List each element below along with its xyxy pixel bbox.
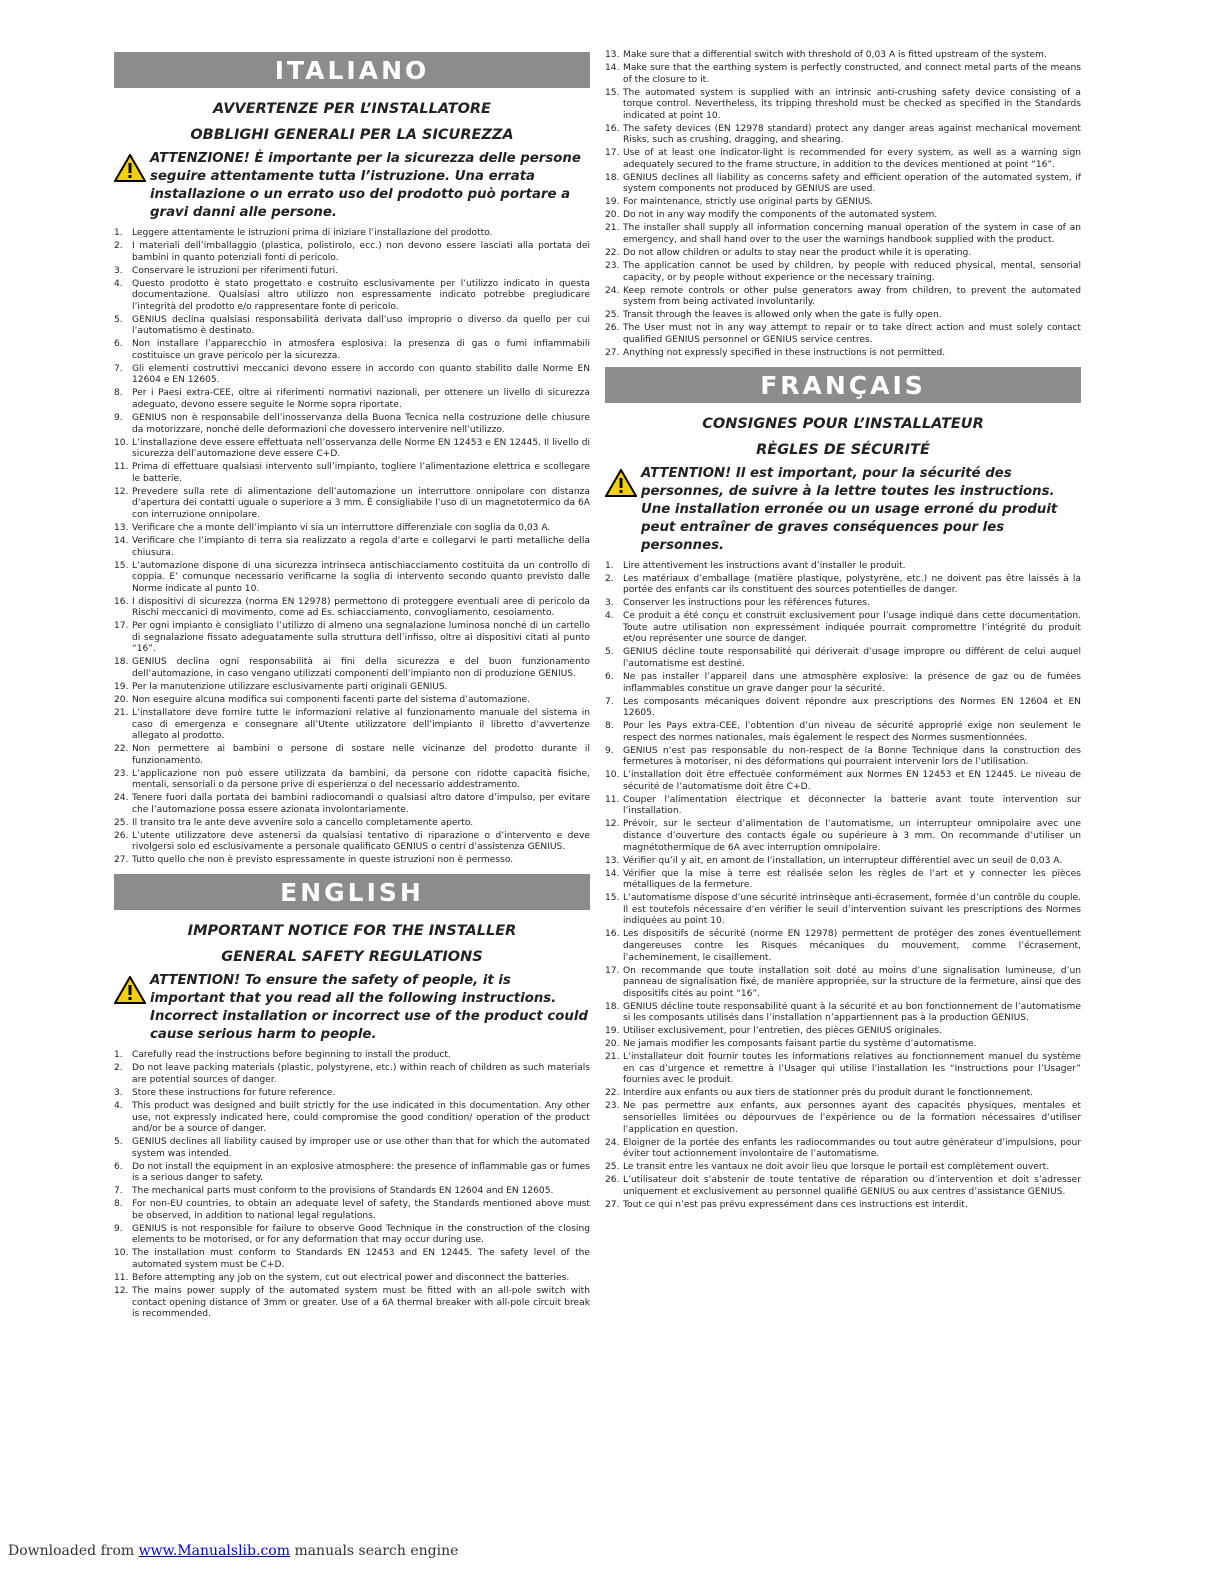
list-item-number: 18. bbox=[114, 657, 129, 668]
list-item-text: For maintenance, strictly use original parts by GENIUS. bbox=[623, 197, 874, 208]
list-item-number: 24. bbox=[114, 793, 129, 804]
list-item bbox=[605, 63, 1081, 86]
list-item-text: GENIUS décline toute responsabilité quant à la sécurité et au bon fonctionnement de l’automatisme si les composants utilisés dans l’installation n’appartiennent pas à la production GENIUS. bbox=[623, 1001, 1081, 1024]
list-item-number: 3. bbox=[605, 598, 614, 609]
list-item bbox=[114, 818, 590, 830]
list-item-number: 2. bbox=[605, 573, 614, 584]
list-item-text: Il transito tra le ante deve avvenire solo a cancello completamente aperto. bbox=[132, 817, 474, 828]
english-title: ENGLISH bbox=[114, 874, 590, 910]
list-item bbox=[605, 310, 1081, 322]
list-item-text: Ce produit a été conçu et construit exclusivement pour l’usage indiqué dans cette documentation. Toute autre utilisation non expressément indiquée pourrait compromettre l’intégrité du produit et/ou représenter une source de danger. bbox=[623, 611, 1081, 645]
list-item-text: I materiali dell’imballaggio (plastica, polistirolo, ecc.) non devono essere lasciati alla portata dei bambini in quanto potenziali fonti di pericolo. bbox=[132, 240, 590, 263]
list-item-number: 8. bbox=[114, 388, 123, 399]
list-item bbox=[605, 88, 1081, 123]
list-item-number: 4. bbox=[114, 1100, 123, 1111]
list-item-text: Use of at least one indicator-light is recommended for every system, as well as a warning sign adequately secured to the frame structure, in addition to the devices mentioned at point “16”. bbox=[623, 148, 1081, 170]
right-column bbox=[605, 50, 1081, 1213]
list-item-number: 6. bbox=[114, 1161, 123, 1172]
list-item bbox=[114, 1224, 590, 1247]
list-item-number: 27. bbox=[114, 855, 129, 866]
list-item-number: 21. bbox=[605, 1052, 620, 1063]
francais-warning-text: ATTENTION! Il est important, pour la sécurité des personnes, de suivre à la lettre toutes les instructions. Une installation erronée ou un usage erroné du produit peut entraîner de graves conséquences pour les personnes. bbox=[641, 465, 1058, 553]
list-item-text: Gli elementi costruttivi meccanici devono essere in accordo con quanto stabilito dalle Norme EN 12604 e EN 12605. bbox=[132, 363, 590, 386]
left-column bbox=[114, 52, 590, 1322]
list-item-text: Transit through the leaves is allowed only when the gate is fully open. bbox=[623, 310, 942, 321]
list-item-text: Do not leave packing materials (plastic, polystyrene, etc.) within reach of children as such materials are potential sources of danger. bbox=[132, 1063, 590, 1085]
english-warning-text: ATTENTION! To ensure the safety of people, it is important that you read all the following instructions. Incorrect installation or incorrect use of the product could cause serious harm to people. bbox=[150, 973, 588, 1043]
list-item-number: 16. bbox=[114, 596, 129, 607]
list-item-number: 24. bbox=[605, 1137, 620, 1148]
list-item-text: Do not in any way modify the components of the automated system. bbox=[623, 210, 938, 221]
list-item-text: Per i Paesi extra-CEE, oltre ai riferimenti normativi nazionali, per ottenere un livello di sicurezza adeguato, devono essere seguite le Norme sopra riportate. bbox=[132, 388, 590, 411]
list-item bbox=[605, 1162, 1081, 1174]
list-item bbox=[114, 682, 590, 694]
list-item-text: Non permettere ai bambini o persone di sostare nelle vicinanze del prodotto durante il funzionamento. bbox=[132, 744, 590, 766]
list-item-text: Non eseguire alcuna modifica sui componenti facenti parte del sistema d’automazione. bbox=[132, 694, 531, 705]
list-item bbox=[114, 523, 590, 535]
list-item bbox=[114, 1137, 590, 1160]
list-item-text: Before attempting any job on the system, cut out electrical power and disconnect the batteries. bbox=[132, 1273, 570, 1284]
list-item-number: 25. bbox=[605, 1162, 620, 1173]
francais-subtitle-1: CONSIGNES POUR L’INSTALLATEUR bbox=[702, 415, 984, 432]
list-item-number: 13. bbox=[114, 522, 129, 533]
list-item bbox=[605, 1200, 1081, 1212]
list-item bbox=[114, 1162, 590, 1185]
list-item bbox=[605, 197, 1081, 209]
list-item-number: 15. bbox=[605, 893, 620, 904]
list-item bbox=[605, 611, 1081, 646]
list-item-text: GENIUS declines all liability as concerns safety and efficient operation of the automated system, if system components not produced by GENIUS are used. bbox=[623, 172, 1081, 195]
list-item bbox=[114, 241, 590, 264]
list-item-number: 11. bbox=[114, 1273, 129, 1284]
list-item bbox=[605, 574, 1081, 597]
list-item bbox=[114, 339, 590, 362]
list-item-number: 1. bbox=[114, 228, 123, 238]
list-item-number: 18. bbox=[605, 1001, 620, 1012]
list-item bbox=[605, 856, 1081, 868]
list-item-number: 3. bbox=[114, 1087, 123, 1098]
list-item-text: GENIUS non è responsabile dell’inosservanza della Buona Tecnica nella costruzione delle chiusure da motorizzare, nonché delle deformazioni che dovessero intervenire nell’utilizzo. bbox=[132, 413, 590, 435]
list-item-text: The application cannot be used by children, by people with reduced physical, mental, sensorial capacity, or by people without experience or the necessary training. bbox=[623, 261, 1081, 283]
list-item-text: Tenere fuori dalla portata dei bambini radiocomandi o qualsiasi altro datore d’impulso, per evitare che l’automazione possa essere azionata involontariamente. bbox=[132, 793, 590, 815]
list-item bbox=[114, 1248, 590, 1271]
list-item-number: 2. bbox=[114, 1063, 123, 1074]
list-item-text: Anything not expressly specified in these instructions is not permitted. bbox=[623, 347, 946, 358]
list-item bbox=[605, 1101, 1081, 1136]
list-item-text: Make sure that a differential switch with threshold of 0,03 A is fitted upstream of the system. bbox=[623, 50, 1047, 60]
list-item-text: L’installazione deve essere effettuata nell’osservanza delle Norme EN 12453 e EN 12445. Il livello di sicurezza dell’automazione deve essere C+D. bbox=[132, 437, 590, 460]
list-item-number: 12. bbox=[114, 486, 129, 497]
list-item bbox=[114, 1101, 590, 1136]
list-item-text: L’applicazione non può essere utilizzata da bambini, da persone con ridotte capacità fisiche, mentali, sensoriali o da persone prive di esperienza o del necessario addestramento. bbox=[132, 768, 590, 791]
list-item bbox=[114, 388, 590, 411]
list-item-text: L’installatore deve fornire tutte le informazioni relative al funzionamento manuale del sistema in caso di emergenza e consegnare all’Utente utilizzatore dell’impianto il libretto d’avvertenze allegato al prodotto. bbox=[132, 707, 590, 742]
list-item-number: 25. bbox=[114, 817, 129, 828]
list-item-text: GENIUS declina qualsiasi responsabilità derivata dall’uso improprio o diverso da quello per cui l’automatismo è destinato. bbox=[132, 314, 590, 337]
list-item-text: Vérifier qu’il y ait, en amont de l’installation, un interrupteur différentiel avec un seuil de 0,03 A. bbox=[623, 855, 1063, 866]
list-item-number: 5. bbox=[114, 314, 123, 325]
list-item bbox=[114, 1088, 590, 1100]
list-item bbox=[605, 50, 1081, 62]
list-item bbox=[114, 657, 590, 680]
list-item-number: 22. bbox=[605, 248, 620, 259]
english-list-part1 bbox=[114, 1050, 590, 1320]
list-item bbox=[605, 1039, 1081, 1051]
list-item-text: Les matériaux d’emballage (matière plastique, polystyrène, etc.) ne doivent pas être laissés à la portée des enfants car ils constituent des sources potentielles de danger. bbox=[623, 573, 1081, 596]
list-item-text: GENIUS declines all liability caused by improper use or use other than that for which the automated system was intended. bbox=[132, 1137, 590, 1159]
warning-icon bbox=[114, 972, 150, 1044]
list-item bbox=[114, 462, 590, 485]
list-item-number: 7. bbox=[114, 1186, 123, 1197]
list-item-text: Keep remote controls or other pulse generators away from children, to prevent the automated system from being activated involuntarily. bbox=[623, 285, 1081, 308]
list-item-number: 20. bbox=[605, 210, 620, 221]
list-item-number: 27. bbox=[605, 1199, 620, 1210]
list-item bbox=[114, 561, 590, 596]
list-item-number: 19. bbox=[114, 682, 129, 692]
list-item-text: Eloigner de la portée des enfants les radiocommandes ou tout autre générateur d’impulsions, pour éviter tout actionnement involontaire de l’automatisme. bbox=[623, 1137, 1081, 1160]
list-item bbox=[114, 695, 590, 707]
italiano-title: ITALIANO bbox=[114, 52, 590, 88]
francais-list bbox=[605, 561, 1081, 1212]
list-item-number: 20. bbox=[605, 1039, 620, 1050]
list-item-number: 10. bbox=[114, 437, 129, 448]
francais-warning bbox=[605, 465, 1081, 555]
list-item-number: 4. bbox=[114, 278, 123, 289]
list-item-text: Conservare le istruzioni per riferimenti futuri. bbox=[132, 265, 339, 276]
list-item-number: 9. bbox=[605, 745, 614, 756]
list-item bbox=[605, 124, 1081, 147]
list-item-number: 14. bbox=[114, 535, 129, 546]
list-item bbox=[114, 1063, 590, 1086]
list-item-number: 4. bbox=[605, 611, 614, 622]
list-item bbox=[114, 831, 590, 854]
list-item-text: Leggere attentamente le istruzioni prima di iniziare l’installazione del prodotto. bbox=[132, 228, 493, 238]
list-item-text: Verificare che l’impianto di terra sia realizzato a regola d’arte e collegarvi le parti metalliche della chiusura. bbox=[132, 535, 590, 558]
list-item-text: Questo prodotto è stato progettato e costruito esclusivamente per l’utilizzo indicato in questa documentazione. Qualsiasi altro utilizzo non espressamente indicato potrebbe pregiudicare l’integrità del prodotto e/o rappresentare fonte di pericolo. bbox=[132, 278, 590, 312]
list-item-number: 25. bbox=[605, 310, 620, 321]
list-item-number: 17. bbox=[605, 965, 620, 976]
list-item-text: On recommande que toute installation soit doté au moins d’une signalisation lumineuse, d’un panneau de signalisation fixé, de manière appropriée, sur la structure de la fermeture, ainsi que des dispositifs cités au point “16”. bbox=[623, 965, 1081, 999]
list-item-text: GENIUS is not responsible for failure to observe Good Technique in the construction of the closing elements to be motorised, or for any deformation that may occur during use. bbox=[132, 1223, 590, 1246]
list-item-text: Lire attentivement les instructions avant d’installer le produit. bbox=[623, 560, 906, 571]
list-item bbox=[605, 721, 1081, 744]
list-item-number: 13. bbox=[605, 855, 620, 866]
list-item bbox=[114, 487, 590, 522]
list-item-text: Ne jamais modifier les composants faisant partie du système d’automatisme. bbox=[623, 1039, 977, 1050]
italiano-subtitle-1: AVVERTENZE PER L’INSTALLATORE bbox=[213, 101, 491, 117]
list-item-text: The installer shall supply all information concerning manual operation of the system in case of an emergency, and shall hand over to the user the warnings handbook supplied with the product. bbox=[623, 223, 1081, 246]
list-item-text: For non-EU countries, to obtain an adequate level of safety, the Standards mentioned above must be observed, in addition to national legal regulations. bbox=[132, 1199, 590, 1221]
list-item-text: Ne pas permettre aux enfants, aux personnes ayant des capacités physiques, mentales et sensorielles limitées ou dépourvues de l’expérience ou de la formation nécessaires d’utiliser l’application en question. bbox=[623, 1101, 1081, 1135]
footer bbox=[8, 1543, 458, 1559]
list-item bbox=[114, 315, 590, 338]
list-item bbox=[605, 210, 1081, 222]
english-subtitle-2: GENERAL SAFETY REGULATIONS bbox=[221, 949, 483, 966]
list-item-text: L’utente utilizzatore deve astenersi da qualsiasi tentativo di riparazione o d’intervento e deve rivolgersi solo ed esclusivamente a personale qualificato GENIUS o centri d’assistenza GENIUS. bbox=[132, 830, 590, 853]
list-item-number: 2. bbox=[114, 240, 123, 251]
list-item-number: 11. bbox=[605, 794, 620, 805]
list-item bbox=[605, 893, 1081, 928]
warning-icon bbox=[114, 150, 150, 222]
list-item-number: 8. bbox=[114, 1199, 123, 1210]
list-item bbox=[605, 598, 1081, 610]
list-item-text: Les composants mécaniques doivent répondre aux prescriptions des Normes EN 12604 et EN 12605. bbox=[623, 696, 1081, 719]
english-list-part2 bbox=[605, 50, 1081, 359]
italiano-list bbox=[114, 228, 590, 867]
list-item-number: 5. bbox=[605, 647, 614, 658]
list-item-number: 7. bbox=[605, 696, 614, 707]
list-item-number: 19. bbox=[605, 1026, 620, 1037]
list-item-text: I dispositivi di sicurezza (norma EN 12978) permettono di proteggere eventuali aree di pericolo da Rischi meccanici di movimento, come ad Es. schiacciamento, convogliamento, cesoiamento. bbox=[132, 596, 590, 619]
list-item bbox=[605, 1175, 1081, 1198]
list-item bbox=[114, 1199, 590, 1222]
list-item bbox=[605, 672, 1081, 695]
list-item bbox=[114, 364, 590, 387]
italiano-subtitle-2: OBBLIGHI GENERALI PER LA SICUREZZA bbox=[190, 127, 514, 143]
list-item bbox=[114, 597, 590, 620]
list-item-number: 14. bbox=[605, 62, 620, 73]
list-item-text: Store these instructions for future reference. bbox=[132, 1087, 336, 1098]
list-item bbox=[114, 744, 590, 767]
warning-icon bbox=[605, 465, 641, 555]
list-item-number: 3. bbox=[114, 265, 123, 276]
list-item bbox=[114, 438, 590, 461]
list-item-number: 26. bbox=[114, 830, 129, 841]
list-item-text: Per la manutenzione utilizzare esclusivamente parti originali GENIUS. bbox=[132, 682, 448, 692]
list-item bbox=[605, 348, 1081, 360]
list-item bbox=[605, 1088, 1081, 1100]
list-item bbox=[605, 248, 1081, 260]
list-item-number: 5. bbox=[114, 1137, 123, 1148]
list-item-number: 24. bbox=[605, 285, 620, 296]
list-item bbox=[605, 561, 1081, 573]
list-item-number: 8. bbox=[605, 721, 614, 732]
footer-prefix: Downloaded from bbox=[8, 1543, 135, 1559]
list-item-number: 13. bbox=[605, 50, 620, 60]
list-item-text: L’automazione dispone di una sicurezza intrinseca antischiacciamento costituita da un controllo di coppia. E’ comunque necessario verificarne la soglia di intervento secondo quanto previsto dalle Norme indicate al punto 10. bbox=[132, 560, 590, 594]
list-item-text: Per ogni impianto è consigliato l’utilizzo di almeno una segnalazione luminosa nonché di un cartello di segnalazione fissato adeguatamente sulla struttura dell’infisso, oltre ai dispositivi citati al punto “16”. bbox=[132, 621, 590, 655]
list-item-text: L’automatisme dispose d’une sécurité intrinsèque anti-écrasement, formée d’un contrôle du couple. Il est toutefois nécessaire d’en vérifier le seuil d’intervention suivant les prescriptions des Normes indiquées au point 10. bbox=[623, 893, 1081, 927]
list-item bbox=[605, 746, 1081, 769]
list-item-text: Do not install the equipment in an explosive atmosphere: the presence of inflammable gas or fumes is a serious danger to safety. bbox=[132, 1161, 590, 1184]
list-item-number: 14. bbox=[605, 868, 620, 879]
list-item-text: Pour les Pays extra-CEE, l’obtention d’un niveau de sécurité approprié exige non seulement le respect des normes nationales, mais également le respect des Normes susmentionnées. bbox=[623, 721, 1081, 743]
list-item-text: Vérifier que la mise à terre est réalisée selon les règles de l’art et y connecter les pièces métalliques de la fermeture. bbox=[623, 868, 1081, 891]
list-item-text: Les dispositifs de sécurité (norme EN 12978) permettent de protéger des zones éventuellement dangereuses contre les Risques mécaniques du mouvement, comme l’écrasement, l’acheminement, le cisaillement. bbox=[623, 929, 1081, 963]
list-item-number: 6. bbox=[114, 339, 123, 350]
list-item bbox=[605, 1002, 1081, 1025]
list-item bbox=[605, 819, 1081, 854]
list-item-text: Couper l’alimentation électrique et déconnecter la batterie avant toute intervention sur l’installation. bbox=[623, 794, 1081, 817]
list-item-text: L’installateur doit fournir toutes les informations relatives au fonctionnement manuel du système en cas d’urgence et remettre à l’Usager qui utilise l’installation les “Instructions pour l’Usager” fournies avec le produit. bbox=[623, 1052, 1081, 1086]
list-item-text: L’installation doit être effectuée conformément aux Normes EN 12453 et EN 12445. Le niveau de sécurité de l’automatisme doit être C+D. bbox=[623, 770, 1081, 792]
list-item bbox=[114, 413, 590, 436]
list-item bbox=[114, 621, 590, 656]
list-item-number: 26. bbox=[605, 323, 620, 334]
list-item-text: L’utilisateur doit s’abstenir de toute tentative de réparation ou d’intervention et doit s’adresser uniquement et exclusivement au personnel qualifié GENIUS ou aux centres d’assistance GENIUS. bbox=[623, 1175, 1081, 1197]
list-item bbox=[605, 1052, 1081, 1087]
list-item-text: Ne pas installer l’appareil dans une atmosphère explosive: la présence de gaz ou de fumées inflammables constitue un grave danger pour la sécurité. bbox=[623, 672, 1081, 694]
list-item-text: The installation must conform to Standards EN 12453 and EN 12445. The safety level of the automated system must be C+D. bbox=[132, 1248, 590, 1271]
list-item-number: 16. bbox=[605, 929, 620, 940]
italiano-warning-text: ATTENZIONE! È importante per la sicurezza delle persone seguire attentamente tutta l’istruzione. Una errata installazione o un errato uso del prodotto può portare a gravi danni alle persone. bbox=[150, 151, 581, 220]
list-item-text: Prevedere sulla rete di alimentazione dell’automazione un interruttore onnipolare con distanza d’apertura dei contatti uguale o superiore a 3 mm. È consigliabile l’uso di un magnetotermico da 6A con interruzione onnipolare. bbox=[132, 486, 590, 520]
list-item-text: Prima di effettuare qualsiasi intervento sull’impianto, togliere l’alimentazione elettrica e scollegare le batterie. bbox=[132, 462, 590, 484]
list-item bbox=[114, 1050, 590, 1062]
list-item bbox=[605, 1026, 1081, 1038]
list-item-number: 16. bbox=[605, 123, 620, 134]
list-item bbox=[605, 697, 1081, 720]
list-item bbox=[605, 929, 1081, 964]
list-item-text: GENIUS n’est pas responsable du non-respect de la Bonne Technique dans la construction des fermetures à motoriser, ni des déformations qui pourraient intervenir lors de l’utilisation. bbox=[623, 745, 1081, 768]
list-item-number: 17. bbox=[605, 148, 620, 159]
list-item-text: Verificare che a monte dell’impianto vi sia un interruttore differenziale con soglia da 0,03 A. bbox=[132, 522, 551, 533]
list-item-text: Tutto quello che non è previsto espressamente in queste istruzioni non è permesso. bbox=[132, 855, 514, 866]
list-item-number: 15. bbox=[605, 87, 620, 98]
list-item-number: 11. bbox=[114, 462, 129, 473]
list-item-text: Carefully read the instructions before beginning to install the product. bbox=[132, 1050, 451, 1061]
list-item bbox=[605, 647, 1081, 670]
list-item-number: 23. bbox=[605, 1101, 620, 1112]
list-item-number: 22. bbox=[114, 744, 129, 755]
list-item-text: Utiliser exclusivement, pour l’entretien, des pièces GENIUS originales. bbox=[623, 1026, 942, 1037]
list-item-text: Tout ce qui n’est pas prévu expressément dans ces instructions est interdit. bbox=[623, 1199, 968, 1210]
list-item-number: 6. bbox=[605, 672, 614, 682]
list-item-number: 7. bbox=[114, 363, 123, 374]
list-item-text: The mechanical parts must conform to the provisions of Standards EN 12604 and EN 12605. bbox=[132, 1186, 554, 1197]
list-item-text: This product was designed and built strictly for the use indicated in this documentation. Any other use, not expressly indicated here, could compromise the good condition/ operation of the product and/or be a source of danger. bbox=[132, 1100, 590, 1135]
list-item bbox=[114, 266, 590, 278]
list-item-number: 26. bbox=[605, 1175, 620, 1186]
list-item-number: 23. bbox=[605, 261, 620, 271]
list-item bbox=[114, 769, 590, 792]
italiano-warning bbox=[114, 150, 590, 222]
list-item bbox=[114, 279, 590, 314]
list-item-number: 19. bbox=[605, 197, 620, 208]
francais-subtitle-2: RÈGLES DE SÉCURITÉ bbox=[756, 441, 930, 458]
list-item-number: 9. bbox=[114, 1223, 123, 1234]
list-item-number: 12. bbox=[605, 819, 620, 830]
list-item-text: The User must not in any way attempt to repair or to take direct action and must solely contact qualified GENIUS personnel or GENIUS service centres. bbox=[623, 323, 1081, 345]
list-item-number: 18. bbox=[605, 172, 620, 183]
list-item-text: The safety devices (EN 12978 standard) protect any danger areas against mechanical movement Risks, such as crushing, dragging, and shearing. bbox=[623, 123, 1081, 146]
list-item bbox=[114, 793, 590, 816]
list-item bbox=[114, 855, 590, 867]
list-item-number: 15. bbox=[114, 560, 129, 571]
list-item-text: Le transit entre les vantaux ne doit avoir lieu que lorsque le portail est complètement ouvert. bbox=[623, 1162, 1050, 1173]
list-item-text: Conserver les instructions pour les références futures. bbox=[623, 598, 870, 609]
list-item-text: Prévoir, sur le secteur d’alimentation de l’automatisme, un interrupteur omnipolaire avec une distance d’ouverture des contacts égale ou supérieure à 3 mm. On recommande d’utiliser un magnétothermique de 6A avec interruption omnipolaire. bbox=[623, 819, 1081, 853]
list-item-number: 9. bbox=[114, 413, 123, 424]
list-item bbox=[605, 1138, 1081, 1161]
list-item-number: 21. bbox=[114, 707, 129, 718]
list-item bbox=[605, 286, 1081, 309]
list-item-number: 17. bbox=[114, 621, 129, 632]
list-item-text: GENIUS declina ogni responsabilità ai fini della sicurezza e del buon funzionamento dell’automazione, in caso vengano utilizzati componenti dell’impianto non di produzione GENIUS. bbox=[132, 657, 590, 680]
list-item bbox=[605, 173, 1081, 196]
manualslib-link[interactable]: www.Manualslib.com bbox=[138, 1543, 290, 1559]
list-item bbox=[114, 1186, 590, 1198]
list-item bbox=[114, 708, 590, 743]
list-item bbox=[114, 1286, 590, 1321]
francais-title: FRANÇAIS bbox=[605, 367, 1081, 403]
list-item-number: 23. bbox=[114, 768, 129, 779]
list-item bbox=[605, 795, 1081, 818]
list-item-text: The mains power supply of the automated system must be fitted with an all-pole switch with contact opening distance of 3mm or greater. Use of a 6A thermal breaker with all-pole circuit break is recommended. bbox=[132, 1286, 590, 1320]
list-item bbox=[605, 966, 1081, 1001]
list-item bbox=[605, 869, 1081, 892]
list-item-text: Interdire aux enfants ou aux tiers de stationner près du produit durant le fonctionnement. bbox=[623, 1088, 1034, 1099]
list-item-number: 1. bbox=[605, 560, 614, 571]
list-item-number: 10. bbox=[605, 770, 620, 781]
list-item-number: 22. bbox=[605, 1088, 620, 1099]
list-item-number: 20. bbox=[114, 694, 129, 705]
list-item-text: GENIUS décline toute responsabilité qui dériverait d’usage impropre ou différent de celui auquel l’automatisme est destiné. bbox=[623, 647, 1081, 670]
list-item-number: 27. bbox=[605, 347, 620, 358]
english-warning bbox=[114, 972, 590, 1044]
list-item-text: Do not allow children or adults to stay near the product while it is operating. bbox=[623, 248, 972, 259]
list-item bbox=[114, 1273, 590, 1285]
footer-suffix: manuals search engine bbox=[294, 1543, 459, 1559]
list-item bbox=[605, 148, 1081, 171]
list-item bbox=[605, 223, 1081, 246]
list-item-number: 12. bbox=[114, 1286, 129, 1296]
list-item-text: Make sure that the earthing system is perfectly constructed, and connect metal parts of the means of the closure to it. bbox=[623, 62, 1081, 85]
list-item bbox=[114, 536, 590, 559]
list-item-text: The automated system is supplied with an intrinsic anti-crushing safety device consisting of a torque control. Nevertheless, its tripping threshold must be checked as specified in the Standards indicated at point 10. bbox=[623, 87, 1081, 121]
list-item-text: Non installare l’apparecchio in atmosfera esplosiva: la presenza di gas o fumi infiammabili costituisce un grave pericolo per la sicurezza. bbox=[132, 339, 590, 361]
list-item bbox=[605, 770, 1081, 793]
english-subtitle-1: IMPORTANT NOTICE FOR THE INSTALLER bbox=[187, 923, 517, 940]
list-item-number: 21. bbox=[605, 223, 620, 234]
list-item bbox=[605, 261, 1081, 284]
list-item-number: 10. bbox=[114, 1248, 129, 1259]
list-item bbox=[114, 228, 590, 240]
list-item-number: 1. bbox=[114, 1050, 123, 1061]
list-item bbox=[605, 323, 1081, 346]
